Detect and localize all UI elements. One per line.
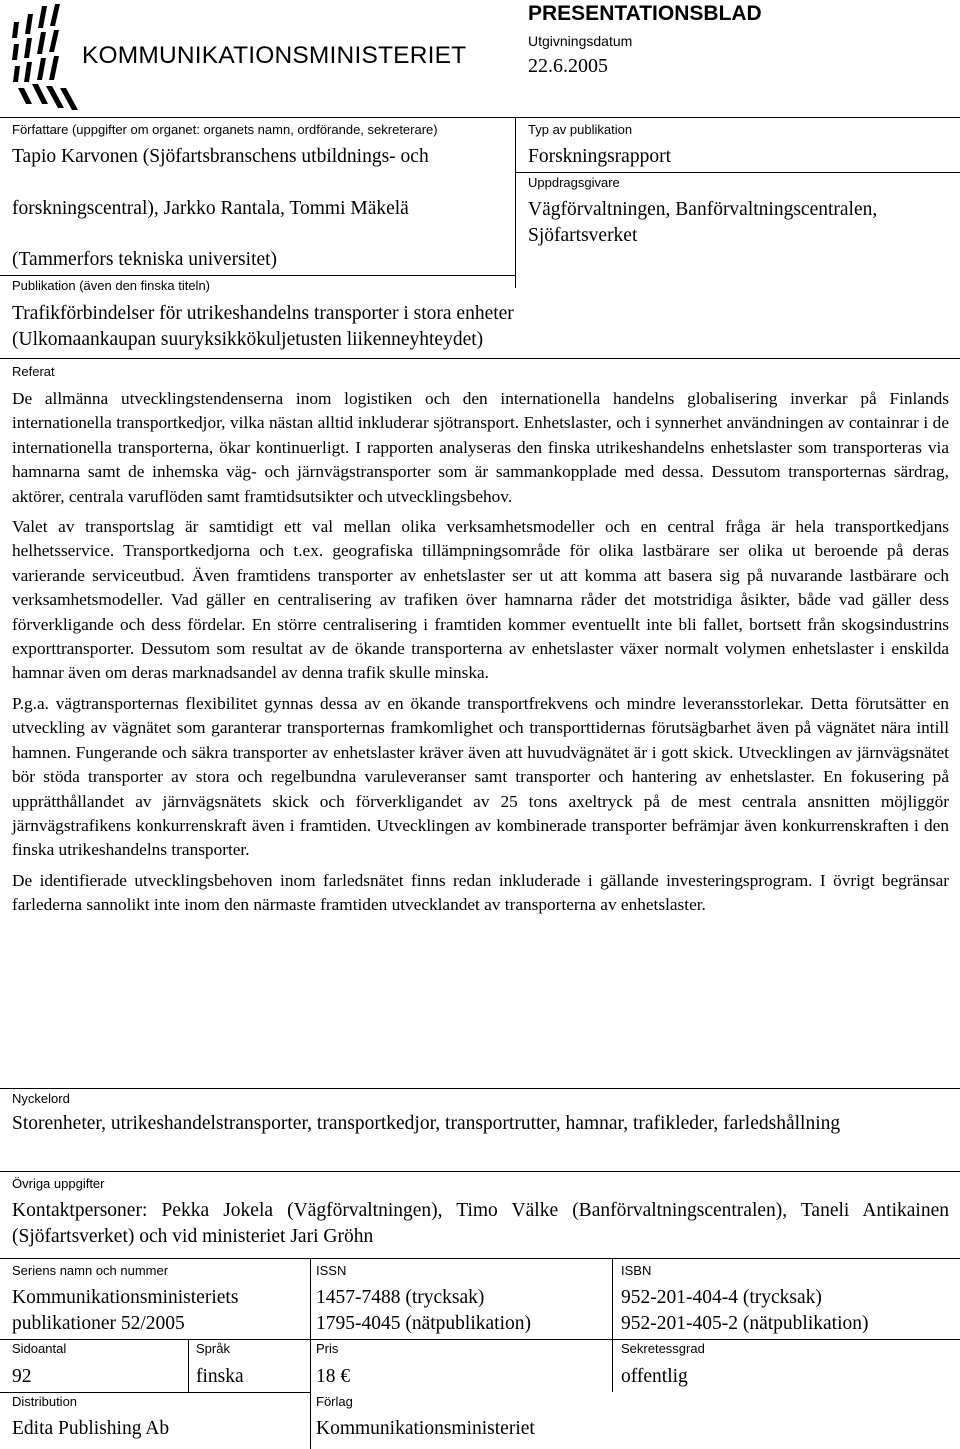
- publisher-value: Kommunikationsministeriet: [316, 1418, 535, 1439]
- issn-line-1: 1457-7488 (trycksak): [316, 1287, 485, 1308]
- publication-title-label: Publikation (även den finska titeln): [12, 278, 211, 293]
- doc-type-title: PRESENTATIONSBLAD: [528, 2, 762, 25]
- abstract-label: Referat: [12, 364, 55, 379]
- authors-line-3: (Tammerfors tekniska universitet): [12, 249, 278, 270]
- ministry-logo: [8, 4, 80, 112]
- confidentiality-label: Sekretessgrad: [621, 1341, 705, 1356]
- divider: [0, 275, 515, 276]
- divider: [0, 1171, 960, 1172]
- series-line-1: Kommunikationsministeriets: [12, 1287, 239, 1308]
- commissioner-label: Uppdragsgivare: [528, 175, 620, 190]
- divider: [0, 1392, 310, 1393]
- series-line-2: publikationer 52/2005: [12, 1313, 185, 1334]
- commissioner-line-2: Sjöfartsverket: [528, 225, 638, 246]
- issn-line-2: 1795-4045 (nätpublikation): [316, 1313, 532, 1334]
- publisher-label: Förlag: [316, 1394, 353, 1409]
- language-value: finska: [196, 1366, 244, 1387]
- authors-label: Författare (uppgifter om organet: organets namn, ordförande, sekreterare): [12, 122, 438, 137]
- divider: [0, 1088, 960, 1089]
- divider: [612, 1258, 613, 1392]
- divider: [515, 172, 960, 173]
- price-label: Pris: [316, 1341, 339, 1356]
- series-label: Seriens namn och nummer: [12, 1263, 169, 1278]
- divider: [310, 1258, 311, 1449]
- authors-line-1: Tapio Karvonen (Sjöfartsbranschens utbildnings- och: [12, 146, 429, 167]
- publication-type-value: Forskningsrapport: [528, 146, 671, 167]
- language-label: Språk: [196, 1341, 230, 1356]
- publication-title-line-1: Trafikförbindelser för utrikeshandelns transporter i stora enheter: [12, 303, 514, 324]
- divider: [515, 117, 516, 288]
- pages-value: 92: [12, 1366, 32, 1387]
- divider: [0, 1339, 960, 1340]
- abstract-paragraph: De allmänna utvecklingstendenserna inom logistiken och den internationella handelns globalisering inverkar på Finlands internationella transportkedjor, vilka nästan alltid inkluderar sjötransport. Enhetslaster, och i synnerhet användningen av containrar i de internationella transporterna, ökar kontinuerligt. I rapporten analyseras den finska utrikeshandelns enhetslaster som transporteras via hamnarna samt de inhemska väg- och järnvägstransporter som är sammankopplade med dessa. Dessutom transporternas särdrag, aktörer, centrala varuflöden samt framtidsutsikter och utvecklingsbehov.: [12, 389, 949, 506]
- issn-label: ISSN: [316, 1263, 347, 1278]
- ministry-name: KOMMUNIKATIONSMINISTERIET: [82, 42, 467, 69]
- price-value: 18 €: [316, 1366, 351, 1387]
- publication-type-label: Typ av publikation: [528, 122, 633, 137]
- divider: [0, 117, 960, 118]
- distribution-label: Distribution: [12, 1394, 78, 1409]
- publication-title-line-2: (Ulkomaankaupan suuryksikkökuljetusten liikenneyhteydet): [12, 329, 484, 350]
- divider: [188, 1339, 189, 1392]
- pages-label: Sidoantal: [12, 1341, 67, 1356]
- confidentiality-value: offentlig: [621, 1366, 688, 1387]
- abstract-body: [12, 387, 949, 918]
- isbn-line-1: 952-201-404-4 (trycksak): [621, 1287, 822, 1308]
- other-info-label: Övriga uppgifter: [12, 1176, 105, 1191]
- abstract-paragraph: P.g.a. vägtransporternas flexibilitet gynnas dessa av en ökande transportfrekvens och mindre leveransstorlekar. Detta förutsätter en utveckling av vägnätet som garanterar transporternas framkomlighet och transporttidernas förutsägbarhet även på vägnätet nära intill hamnen. Fungerande och säkra transporter av enhetslaster kräver även att huvudvägnätet är i gott skick. Utvecklingen av järnvägsnätet bör stöda transporter av stora och regelbundna varuleveranser samt transporter och hantering av enhetslaster. En fokusering på upprätthållandet av järnvägsnätets skick och förverkligandet av 25 tons axeltryck på de mest centrala ansnitten möjliggör järnvägstrafikens konkurrenskraft även i framtiden. Utvecklingen av kombinerade transporter befrämjar även konkurrenskraften i den finska utrikeshandelns transporter.: [12, 693, 949, 860]
- other-info-value: Kontaktpersoner: Pekka Jokela (Vägförvaltningen), Timo Välke (Banförvaltningscentralen), Taneli Antikainen (Sjöfartsverket) och vid ministeriet Jari Gröhn: [12, 1200, 949, 1247]
- keywords-value: Storenheter, utrikeshandelstransporter, transportkedjor, transportrutter, hamnar, trafikleder, farledshållning: [12, 1113, 841, 1134]
- divider: [0, 358, 960, 359]
- commissioner-line-1: Vägförvaltningen, Banförvaltningscentralen,: [528, 199, 878, 220]
- isbn-line-2: 952-201-405-2 (nätpublikation): [621, 1313, 869, 1334]
- date-label: Utgivningsdatum: [528, 33, 633, 49]
- keywords-label: Nyckelord: [12, 1091, 70, 1106]
- abstract-paragraph: Valet av transportslag är samtidigt ett val mellan olika verksamhetsmodeller och en central fråga är hela transportkedjans helhetsservice. Transportkedjorna och t.ex. geografiska tillämpningsområde för olika lastbärare ser olika ut beroende på deras varierande serviceutbud. Även framtidens transporter av enhetslaster ser ut att komma att basera sig på nuvarande lastbärare och verksamhetsmodeller. Vad gäller en centralisering av trafiken över hamnarna råder det motstridiga åsikter, både vad gäller dess förverkligande och dess fördelar. En större centralisering i framtiden kommer eventuellt inte bli fallet, bortsett från skogsindustrins exporttransporter. Dessutom som resultat av de ökande transporterna av enhetslaster växer normalt volymen enhetslaster i enskilda hamnar även om deras marknadsandel av denna trafik skulle minska.: [12, 517, 949, 683]
- distribution-value: Edita Publishing Ab: [12, 1418, 170, 1439]
- isbn-label: ISBN: [621, 1263, 652, 1278]
- date-value: 22.6.2005: [528, 55, 608, 77]
- abstract-paragraph: De identifierade utvecklingsbehoven inom farledsnätet finns redan inkluderade i gällande investeringsprogram. I övrigt begränsar farlederna sannolikt inte inom den närmaste framtiden utvecklandet av transporterna av enhetslaster.: [12, 870, 949, 915]
- divider: [0, 1258, 960, 1259]
- authors-line-2: forskningscentral), Jarkko Rantala, Tommi Mäkelä: [12, 198, 409, 219]
